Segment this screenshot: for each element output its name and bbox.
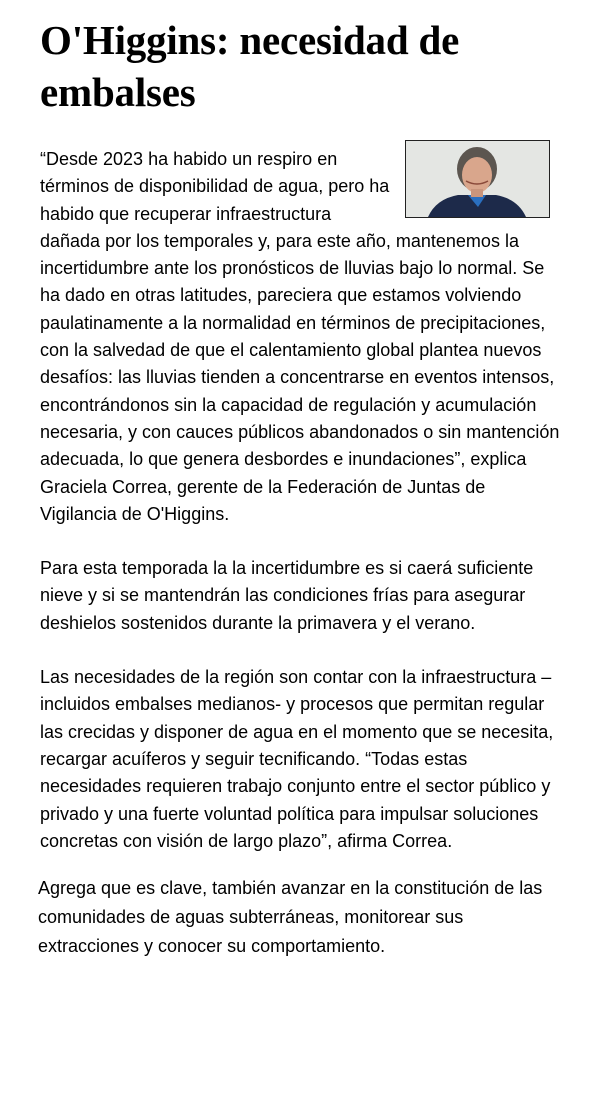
article-paragraph-3: Las necesidades de la región son contar con la infraestructura –incluidos embalses medianos- y procesos que permitan regular las crecidas y disponer de agua en el momento que se necesita, recargar acuíferos y seguir tecnificando. “Todas estas necesidades requieren trabajo conjunto entre el sector público y privado y una fuerte voluntad política para impulsar soluciones concretas con visión de largo plazo”, afirma Correa.: [40, 667, 554, 851]
article-paragraph-1: “Desde 2023 ha habido un respiro en términos de disponibilidad de agua, pero ha habido que recuperar infraestructura dañada por los temporales y, para este año, mantenemos la incertidumbre ante los pronósticos de lluvias bajo lo normal. Se ha dado en otras latitudes, pareciera que estamos volviendo paulatinamente a la normalidad en términos de precipitaciones, con la salvedad de que el calentamiento global plantea nuevos desafíos: las lluvias tienden a concentrarse en eventos intensos, encontrándonos sin la capacidad de regulación y acumulación necesaria, y con cauces públicos abandonados o sin mantención adecuada, lo que genera desbordes e inundaciones”, explica Graciela Correa, gerente de la Federación de Juntas de Vigilancia de O'Higgins.: [40, 146, 564, 528]
article-paragraph-4: Agrega que es clave, también avanzar en la constitución de las comunidades de aguas subterráneas, monitorear sus extracciones y conocer su comportamiento.: [38, 878, 543, 957]
article-paragraph-2: Para esta temporada la la incertidumbre es si caerá suficiente nieve y si se mantendrán las condiciones frías para asegurar deshielos sostenidos durante la primavera y el verano.: [40, 558, 534, 633]
portrait-photo: [405, 140, 550, 218]
article: [40, 14, 564, 988]
article-title: O'Higgins: necesidad de embalses: [40, 17, 460, 115]
